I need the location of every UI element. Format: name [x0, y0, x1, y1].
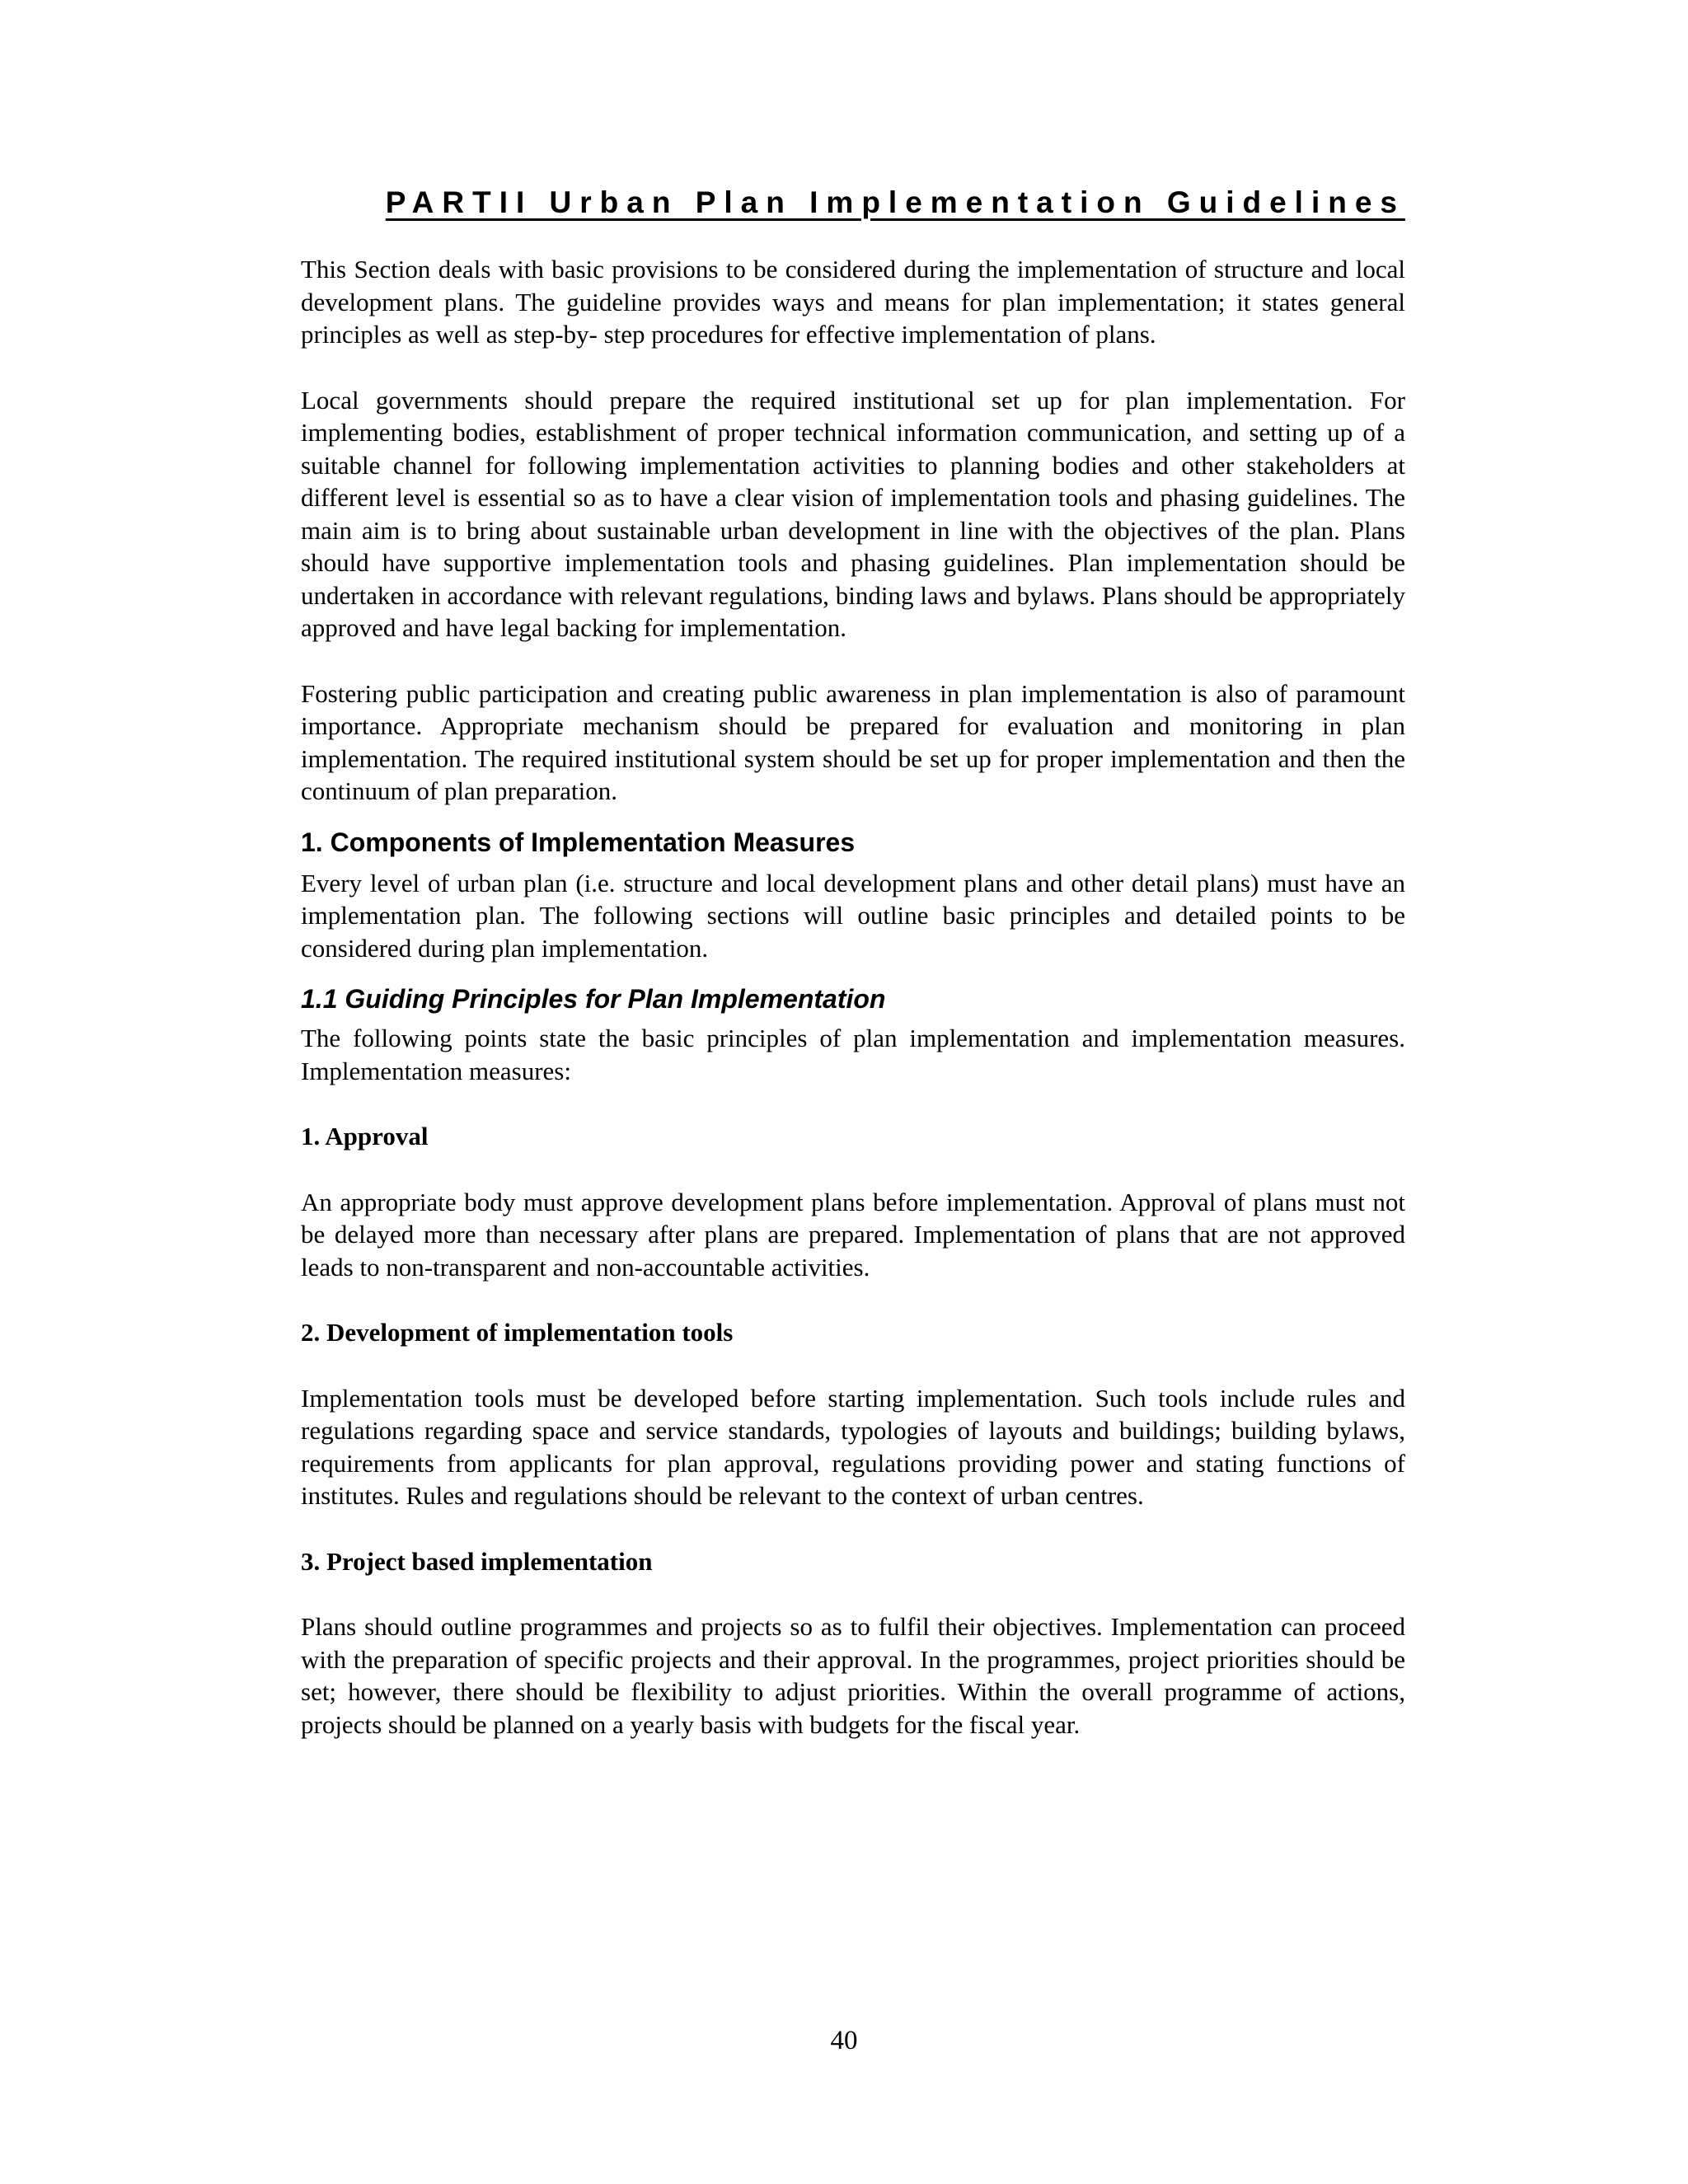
- part-title: PARTII Urban Plan Implementation Guidelines: [385, 185, 1405, 219]
- item-heading-approval: 1. Approval: [301, 1122, 429, 1151]
- subsection-heading: 1.1 Guiding Principles for Plan Implementation: [301, 984, 886, 1014]
- item-paragraph-project: Plans should outline programmes and projects so as to fulfil their objectives. Implementation can proceed with the preparation of specific projects and their approval. In the programmes, project priorities should be set; however, there should be flexibility to adjust priorities. Within the overall programme of actions, projects should be planned on a yearly basis with budgets for the fiscal year.: [301, 1612, 1405, 1739]
- item-heading-project: 3. Project based implementation: [301, 1546, 653, 1576]
- intro-paragraph-1: This Section deals with basic provisions to be considered during the implementation of structure and local development plans. The guideline provides ways and means for plan implementation; it states general principles as well as step-by- step procedures for effective implementation of plans.: [301, 255, 1405, 349]
- section-paragraph: Every level of urban plan (i.e. structure and local development plans and other detail plans) must have an implementation plan. The following sections will outline basic principles and detailed points to be considered during plan implementation.: [301, 868, 1405, 963]
- page-number: 40: [830, 2026, 858, 2055]
- section-heading: 1. Components of Implementation Measures: [301, 827, 856, 857]
- item-paragraph-tools: Implementation tools must be developed before starting implementation. Such tools include rules and regulations regarding space and service standards, typologies of layouts and buildings; building bylaws, requirements from applicants for plan approval, regulations providing power and stating functions of institutes. Rules and regulations should be relevant to the context of urban centres.: [301, 1383, 1405, 1510]
- subsection-paragraph: The following points state the basic principles of plan implementation and implementation measures. Implementation measures:: [301, 1024, 1405, 1085]
- document-page: [301, 169, 1405, 1741]
- item-paragraph-approval: An appropriate body must approve development plans before implementation. Approval of plans must not be delayed more than necessary after plans are prepared. Implementation of plans that are not approved leads to non-transparent and non-accountable activities.: [301, 1187, 1405, 1282]
- intro-paragraph-2: Local governments should prepare the required institutional set up for plan implementation. For implementing bodies, establishment of proper technical information communication, and setting up of a suitable channel for following implementation activities to planning bodies and other stakeholders at different level is essential so as to have a clear vision of implementation tools and phasing guidelines. The main aim is to bring about sustainable urban development in line with the objectives of the plan. Plans should have supportive implementation tools and phasing guidelines. Plan implementation should be undertaken in accordance with relevant regulations, binding laws and bylaws. Plans should be appropriately approved and have legal backing for implementation.: [301, 385, 1405, 642]
- intro-paragraph-3: Fostering public participation and creating public awareness in plan implementation is also of paramount importance. Appropriate mechanism should be prepared for evaluation and monitoring in plan implementation. The required institutional system should be set up for proper implementation and then the continuum of plan preparation.: [301, 678, 1405, 805]
- item-heading-tools: 2. Development of implementation tools: [301, 1318, 734, 1347]
